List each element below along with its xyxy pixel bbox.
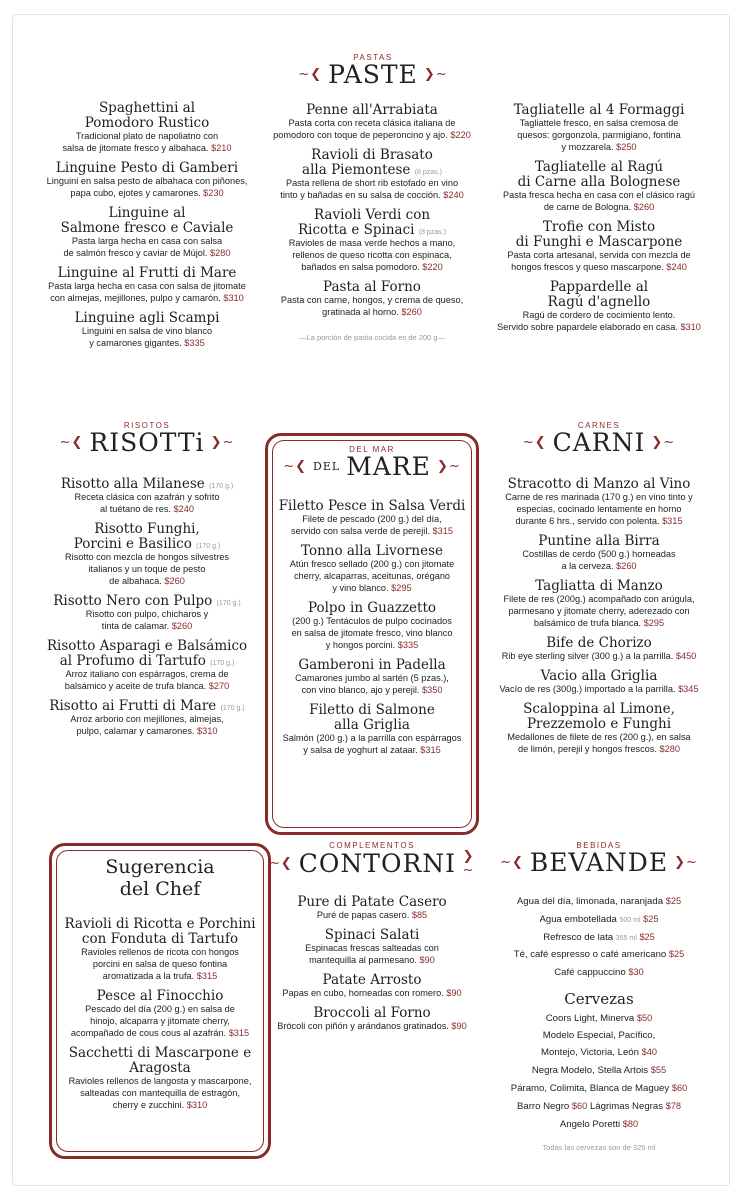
menu-item: Stracotto di Manzo al Vino Carne de res marinada (170 g.) en vino tinto y especias, cocinado lentamente en horno durante 6 hrs., servido con polenta. $315 (505, 476, 693, 527)
paste-middle-column (269, 103, 475, 342)
menu-item: Risotto ai Frutti di Mare (170 g.) Arroz arborio con mejillones, almejas, pulpo, calamar y camarones. $310 (49, 698, 245, 737)
left-flourish-icon: ~❮ (283, 459, 308, 475)
menu-item: Bife de Chorizo Rib eye sterling silver (300 g.) a la parrilla. $450 (501, 634, 697, 662)
chef-title: Sugerencia del Chef (105, 856, 215, 900)
drink-line: Café cappuccino $30 (554, 967, 644, 979)
paste-title: PASTE (328, 60, 418, 89)
beer-line: Angelo Poretti $80 (559, 1118, 639, 1130)
menu-item: Broccoli al Forno Brócoli con piñón y arándanos gratinados. $90 (277, 1005, 467, 1032)
beer-line: Modelo Especial, Pacífico, (542, 1029, 656, 1041)
menu-item: Sacchetti di Mascarpone e Aragosta Ravioles rellenos de langosta y mascarpone, salteadas con mantequilla de estragón, cherry e zucchini. $310 (68, 1045, 252, 1111)
bevande-subtitle: BEBIDAS (576, 841, 622, 850)
chef-column (57, 917, 263, 1118)
menu-page (12, 14, 730, 1186)
menu-item: Risotto Nero con Pulpo (170 g.) Risotto con pulpo, chicharos y tinta de calamar. $260 (53, 593, 241, 632)
mare-subtitle: DEL MAR (349, 445, 395, 454)
risotti-subtitle: RISOTOS (123, 421, 171, 430)
beer-line: Negra Modelo, Stella Artois $55 (531, 1065, 667, 1077)
drink-line: Agua del día, limonada, naranjada $25 (516, 896, 682, 907)
left-flourish-icon: ~❮ (59, 435, 84, 451)
menu-item: Trofie con Misto di Funghi e Mascarpone Pasta corta artesanal, servida con mezcla de hongos frescos y queso mascarpone. $240 (507, 219, 691, 273)
menu-item: Puntine alla Birra Costillas de cerdo (500 g.) horneadas a la cerveza. $260 (522, 532, 676, 572)
menu-item: Pasta al Forno Pasta con carne, hongos, y crema de queso, gratinada al horno. $260 (280, 279, 464, 318)
pasta-portion-note: —La porción de pasta cocida es de 200 g— (299, 333, 445, 343)
contorni-column (269, 895, 475, 1039)
drink-line: Té, café espresso o café americano $25 (513, 949, 685, 961)
mare-title: MARE (346, 452, 431, 481)
menu-item: Tagliatta di Manzo Filete de res (200g.) acompañado con arúgula, parmesano y jitomate cherry, aderezado con balsámico de trufa blanca. $295 (503, 577, 695, 628)
menu-item: Spaghettini al Pomodoro Rustico Tradicional plato de napoliatno con salsa de jitomate fresco y albahaca. $210 (62, 100, 232, 154)
right-flourish-icon: ❯~ (674, 855, 698, 871)
menu-item: Patate Arrosto Papas en cubo, horneadas con romero. $90 (282, 972, 462, 999)
menu-item: Risotto alla Milanese (170 g.) Receta clásica con azafrán y sofrito al tuétano de res. $240 (60, 476, 234, 515)
mare-column (275, 499, 469, 763)
menu-item: Tagliatelle al 4 Formaggi Tagliattele fresco, en salsa cremosa de quesos: gorgonzola, parmigiano, fontina y mozzarela. $250 (513, 102, 685, 153)
bevande-header (479, 841, 719, 876)
menu-item: Vacio alla Griglia Vacío de res (300g.) importado a la parrilla. $345 (499, 668, 699, 695)
menu-item: Risotto Asparagi e Balsámico al Profumo di Tartufo (170 g.) Arroz italiano con espárragos, crema de balsámico y aceite de trufa blanca. $270 (46, 638, 248, 692)
contorni-subtitle: COMPLEMENTOS (329, 841, 415, 850)
carni-title: CARNI (552, 428, 646, 457)
right-flourish-icon: ❯~ (210, 435, 235, 451)
drink-line: Agua embotellada 500 ml $25 (539, 913, 659, 925)
risotti-title: RISOTTi (89, 428, 205, 457)
paste-left-column (27, 101, 267, 356)
risotti-column (27, 477, 267, 744)
beer-line: Páramo, Colimita, Blanca de Maguey $60 (510, 1083, 688, 1095)
contorni-title: CONTORNI (298, 848, 457, 878)
menu-item: Spinaci Salati Espinacas frescas salteadas con mantequilla al parmesano. $90 (305, 927, 439, 966)
menu-item: Ravioli di Ricotta e Porchini con Fonduta di Tartufo Ravioles rellenos de ricota con hongos porcini en salsa de queso fontina aromatizada a la trufa. $315 (64, 916, 256, 982)
beer-line: Barro Negro $60 Lágrimas Negras $78 (516, 1100, 682, 1112)
menu-item: Penne all'Arrabiata Pasta corta con receta clásica italiana de pomodoro con toque de peperoncino y ajo. $220 (273, 102, 471, 141)
right-flourish-icon: ❯~ (436, 459, 461, 475)
menu-item: Pappardelle al Ragú d'agnello Ragú de cordero de cocimiento lento. Servido sobre papardele elaborado en casa. $310 (497, 279, 701, 333)
menu-item: Pesce al Finocchio Pescado del día (200 g.) en salsa de hinojo, alcaparra y jitomate cherry, acompañado de cous cous al azafrán. $315 (70, 988, 250, 1039)
bevande-column (479, 893, 719, 1152)
left-flourish-icon: ~❮ (522, 435, 547, 451)
menu-item: Tonno alla Livornese Atún fresco sellado (200 g.) con jitomate cherry, alcaparras, aceitunas, orégano y vino blanco. $295 (289, 543, 455, 594)
right-flourish-icon: ❯~ (651, 435, 676, 451)
menu-item: Pure di Patate Casero Puré de papas casero. $85 (297, 894, 447, 921)
menu-item: Linguine Pesto di Gamberi Linguini en salsa pesto de albahaca con piñones, papa cubo, ejotes y camarones. $230 (46, 160, 248, 199)
mare-title-small: DEL (313, 460, 341, 474)
bevande-title: BEVANDE (529, 848, 669, 877)
cervezas-title: Cervezas (564, 989, 634, 1008)
risotti-header (27, 421, 267, 456)
menu-item: Filetto Pesce in Salsa Verdi Filete de pescado (200 g.) del día, servido con salsa verde de perejil. $315 (278, 498, 466, 537)
left-flourish-icon: ~❮ (269, 855, 293, 871)
carni-column (479, 477, 719, 762)
menu-item: Ravioli di Brasato alla Piemontese (8 pzas.) Pasta rellena de short rib estofado en vino tinto y bañadas en su salsa de cocción. $240 (280, 147, 464, 201)
menu-item: Risotto Funghi, Porcini e Basilico (170 g.) Risotto con mezcla de hongos silvestres italianos y un toque de pesto de albahaca. $260 (65, 521, 229, 587)
right-flourish-icon: ❯~ (423, 67, 448, 83)
paste-subtitle: PASTAS (353, 53, 393, 62)
beer-volume-note: Todas las cervezas son de 325 ml (542, 1143, 656, 1153)
menu-item: Filetto di Salmone alla Griglia Salmón (200 g.) a la parrilla con espárragos y salsa de yoghurt al zataar. $315 (282, 701, 462, 756)
carni-subtitle: CARNES (577, 421, 621, 430)
menu-item: Gamberoni in Padella Camarones jumbo al sartén (5 pzas.), con vino blanco, ajo y perejil. $350 (295, 656, 449, 696)
paste-right-column (479, 103, 719, 340)
chef-header (53, 857, 267, 901)
carni-header (479, 421, 719, 456)
left-flourish-icon: ~❮ (500, 855, 524, 871)
menu-item: Ravioli Verdi con Ricotta e Spinaci (8 pzas.) Ravioles de masa verde hechos a mano, rellenos de queso ricotta con espinaca, bañados en salsa pomodoro. $220 (288, 207, 456, 273)
menu-item: Scaloppina al Limone, Prezzemolo e Funghi Medallones de filete de res (200 g.), en salsa de limón, perejil y hongos frescos. $280 (507, 701, 691, 755)
contorni-header (269, 841, 475, 877)
beer-line: Coors Light, Minerva $50 (545, 1012, 653, 1024)
right-flourish-icon: ❯~ (462, 849, 475, 878)
menu-item: Linguine agli Scampi Linguini en salsa de vino blanco y camarones gigantes. $335 (74, 310, 220, 349)
menu-item: Linguine al Salmone fresco e Caviale Pasta larga hecha en casa con salsa de salmón fresco y caviar de Mújol. $280 (60, 205, 234, 259)
menu-item: Tagliatelle al Ragú di Carne alla Bolognese Pasta fresca hecha en casa con el clásico ragú de carne de Bologna. $260 (502, 158, 696, 213)
drink-line: Refresco de lata 355 ml $25 (543, 931, 655, 943)
menu-item: Linguine al Frutti di Mare Pasta larga hecha en casa con salsa de jitomate con almejas, mejillones, pulpo y camarón. $310 (48, 265, 246, 304)
mare-header (269, 445, 475, 480)
paste-header (253, 53, 493, 88)
left-flourish-icon: ~❮ (298, 67, 323, 83)
beer-line: Montejo, Victoria, León $40 (541, 1047, 657, 1059)
menu-item: Polpo in Guazzetto (200 g.) Tentáculos de pulpo cocinados en salsa de jitomate fresco, vino blanco y hongos porcini. $335 (291, 599, 453, 650)
